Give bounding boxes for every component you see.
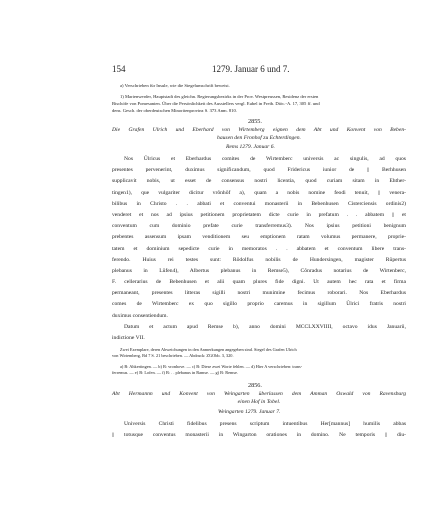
text-line: tingen1), que vulgariter dicitur vrônhôf a), quam a nobis nomine feodi tenuit, || venera- xyxy=(112,189,406,196)
text-line: F. cellerarius de Bebenhusen et alii quam plures fide digni. Ut autem hec rata et firma xyxy=(112,279,406,286)
closing-line: indictione VII. xyxy=(112,335,145,341)
footnote-line: dens. Gesch. der oberdeutschen Minoritenprovinz S. 373 Anm. 810. xyxy=(112,108,237,113)
textual-variants xyxy=(112,364,406,376)
footnote-line: Bischöfe von Pomesanien. Über die Persönlichkeit des Ausstellers vergl. Eubel in Freib. Diöc.-A. 17, 305 ff. und xyxy=(112,101,320,106)
text-line: ferendo. Huius rei testes sunt: Rôdolfus nobilis de Hundersingen, magister Rŭpertus xyxy=(112,256,406,263)
text-line: venderet et nos ad ipsius petitionem proprietatem dicte curie in prefatum . . abbatem || et xyxy=(112,211,406,218)
variant-line: ferremus. — e) B: Lofen. — f) B: . . plebanus in Ramse. — g) B: Remse. xyxy=(112,370,239,376)
footnote-line: 1) Marienwerder, Hauptstadt des gleichn. Regierungsbezirks in der Prov. Westpreussen, Residenz der ersten xyxy=(120,94,319,99)
title-line: Die Grafen Ulrich und Eberhard von Wirtemberg eignen dem Abt und Konvent von Beben- xyxy=(112,127,406,133)
text-line: duximus consentiendum. xyxy=(112,312,168,319)
text-line: tatem et dominium sepedicte curie in memoratos . . abbatem et conventum libere trans- xyxy=(112,245,406,252)
running-title: 1279. Januar 6 und 7. xyxy=(212,64,290,74)
document-text xyxy=(112,419,406,441)
place-date: Rems 1279. Januar 6. xyxy=(226,144,275,150)
page-number: 154 xyxy=(112,64,126,74)
text-line: presentes pervenerint, duximus significandum, quod Fridericus iunior de || Berhhusen xyxy=(112,167,406,174)
text-line: || totusque conventus monasterii in Wingarton orationes in domino. Ne temporis || diu- xyxy=(112,432,406,439)
text-line: supplicavit nobis, ut esset de consensus nostri licentia, quod curiam sitam in Ehther- xyxy=(112,178,406,185)
document-text xyxy=(112,154,406,344)
document-number: 2856. xyxy=(248,382,262,389)
text-line: conventum cum dominio prefate curie transferremus3). Nos ipsius petitioni benignum xyxy=(112,223,406,230)
text-line: comes de Wirtemberc ex quo sigillo proprio caremus in sigillum Ŭlrici fratris nostri xyxy=(112,301,406,308)
variant-line: a) B: Ahkertingen. — b) B: vronhove. — c) B: Diese zwei Worte fehlen. — d) Hier A verschrieben: trans- xyxy=(120,364,303,369)
footnote-line: a) Verschrieben für Insule, wie die Siegelumschrift beweist. xyxy=(120,83,230,88)
text-line: Universis Christi fidelibus presens scriptum intuentibus Her[mannus] humilis abbas xyxy=(124,421,406,427)
document-title xyxy=(112,390,406,407)
text-line: Nos Ŭlricus et Eberhardus comites de Wirtemberc universis ac singulis, ad quos xyxy=(124,156,406,162)
text-line: plebanus in Lŭfen4), Albertus plebanus in Remse5), Cŏnradus notarius de Wirtenberc, xyxy=(112,267,406,274)
text-line: permaneant, presentes litteras sigilli nostri munimine fecimus roborari. Nos Eberhardus xyxy=(112,290,406,297)
text-line: prebentes assensum ipsam venditionem seu emptionem ratam volumus permanere, proprie- xyxy=(112,234,406,241)
text-line: bilibus in Christo . . abbati et conventui monasterii in Bebenhusen Cisterciensis ordinis2) xyxy=(112,200,406,207)
closing-line: Datum et actum apud Remse b), anno domini MCCLXXVIIII, octavo idus Januarii, xyxy=(124,323,406,330)
place-date: Weingarten 1279. Januar 7. xyxy=(218,409,281,415)
document-number: 2855. xyxy=(248,118,262,125)
top-footnotes xyxy=(112,82,406,114)
note-line: von Wirtemberg, Bd 7 S. 21 beschrieben. — Abdruck: ZGObb. 3, 320. xyxy=(112,353,234,359)
title-line: hausen den Fronhof zu Echterdingen. xyxy=(217,135,301,142)
document-title xyxy=(112,126,406,143)
document-notes xyxy=(112,347,406,359)
title-line: einen Hof in Tobel. xyxy=(237,399,281,406)
note-line: Zwei Exemplare, deren Abweichungen in den Anmerkungen angegeben sind. Siegel des Grafen Ulrich xyxy=(120,347,297,352)
title-line: Abt Hermannn und Konvent von Weingarten überlassen dem Amman Oswald von Ravensburg xyxy=(112,391,406,397)
